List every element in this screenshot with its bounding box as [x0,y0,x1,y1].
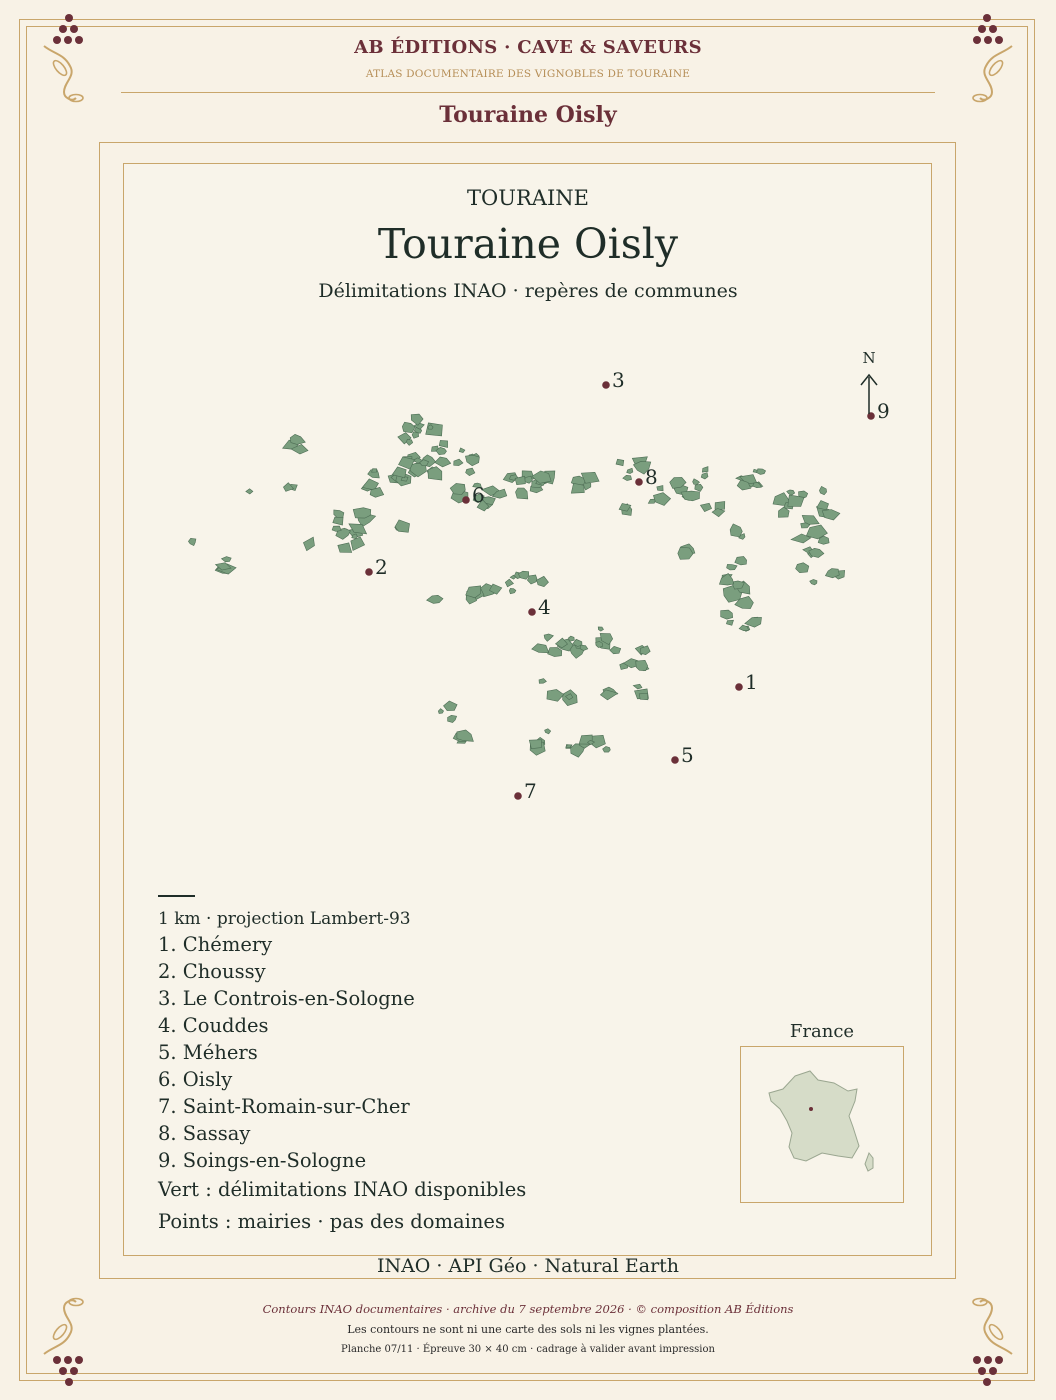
map-legend [158,895,678,1238]
commune-marker [462,496,470,504]
vineyard-parcel [712,508,725,516]
list-item: 6. Oisly [158,1068,233,1091]
vineyard-parcel [537,576,549,586]
vineyard-parcel [657,486,663,491]
inset-frame [740,1046,904,1203]
commune-marker [528,608,536,616]
vineyard-parcel [681,491,700,501]
vineyard-parcel [788,495,804,507]
vineyard-parcel [333,517,343,525]
vineyard-parcel [372,469,377,473]
vineyard-parcel [529,740,541,749]
list-item: 8. Sassay [158,1122,251,1145]
vineyard-parcel [822,510,840,521]
vineyard-parcel [427,595,443,603]
vineyard-parcel [702,467,708,473]
vineyard-parcel [721,610,733,619]
vineyard-parcel [439,440,447,447]
footer-credits: Contours INAO documentaires · archive du 7 septembre 2026 · © composition AB Éditions [262,1302,794,1316]
legend-green-note: Vert : délimitations INAO disponibles [158,1178,527,1201]
vineyard-parcel [406,439,412,445]
vineyard-parcel [527,575,537,584]
vineyard-parcel [334,510,344,517]
vineyard-parcel [603,747,611,753]
vineyard-parcel [532,644,549,653]
map-title: Touraine Oisly [377,220,679,268]
vineyard-parcel [568,636,574,641]
vineyard-parcel [466,468,475,476]
commune-markers [365,368,890,803]
vineyard-parcel [290,434,305,444]
vineyard-parcel [454,459,463,466]
vineyard-parcel [633,684,642,689]
vineyard-parcel [636,660,648,670]
inset-label: France [789,1021,855,1042]
north-label: N [862,349,876,367]
vineyard-parcel [544,634,553,641]
footer-print-info: Planche 07/11 · Épreuve 30 × 40 cm · cadrage à valider avant impression [341,1344,715,1355]
vineyard-parcel [303,537,314,551]
vineyard-parcel [465,455,479,466]
vineyard-parcel [730,524,742,537]
vineyard-parcel [188,538,196,545]
publisher-name: AB ÉDITIONS · CAVE & SAVEURS [354,37,702,58]
vineyard-parcel [745,617,762,627]
commune-marker-label: 5 [681,743,694,767]
vineyard-parcel [796,563,809,573]
list-item: 3. Le Controis-en-Sologne [158,987,415,1010]
atlas-tagline: ATLAS DOCUMENTAIRE DES VIGNOBLES DE TOURAINE [365,68,691,80]
list-item: 1. Chémery [158,933,273,956]
inao-parcels [188,414,844,757]
vineyard-parcel [695,484,703,491]
commune-marker-label: 8 [645,465,658,489]
vineyard-parcel [616,459,624,466]
vineyard-parcel [757,469,766,475]
list-item: 2. Choussy [158,960,266,983]
commune-marker [365,568,373,576]
vineyard-parcel [438,709,443,714]
vineyard-parcel [693,479,700,485]
commune-marker [602,381,610,389]
map-subtitle: Délimitations INAO · repères de communes [318,280,738,302]
vineyard-parcel [627,468,633,473]
commune-marker [635,478,643,486]
vineyard-parcel [505,579,513,587]
legend-points-note: Points : mairies · pas des domaines [158,1210,505,1233]
vineyard-parcel [338,543,352,553]
map-sources: INAO · API Géo · Natural Earth [376,1255,680,1277]
vineyard-parcel [810,579,817,585]
vineyard-parcel [283,483,293,492]
vineyard-parcel [351,537,365,551]
vineyard-parcel [787,490,795,495]
commune-marker [735,683,743,691]
list-item: 5. Méhers [158,1041,258,1064]
list-item: 4. Couddes [158,1014,269,1037]
scale-label: 1 km · projection Lambert-93 [158,909,411,929]
vineyard-parcel [715,502,725,510]
vineyard-parcel [545,729,551,734]
vineyard-parcel [726,620,733,625]
commune-marker [514,792,522,800]
vineyard-parcel [547,690,564,702]
vineyard-parcel [571,483,584,493]
map-region: TOURAINE [467,186,589,210]
list-item: 7. Saint-Romain-sur-Cher [158,1095,410,1118]
commune-marker [671,756,679,764]
sheet-title: Touraine Oisly [439,102,617,128]
vineyard-parcel [819,486,826,494]
commune-marker-label: 1 [745,670,758,694]
vineyard-parcel [727,564,738,570]
commune-marker-label: 3 [612,368,625,392]
vineyard-parcel [435,457,451,467]
commune-marker-label: 4 [538,595,551,619]
scale-bar [158,895,195,897]
vineyard-parcel [639,694,648,700]
vineyard-parcel [518,571,529,579]
footer-disclaimer: Les contours ne sont ni une carte des sols ni les vignes plantées. [347,1323,709,1336]
vineyard-parcel [598,627,603,631]
vineyard-parcel [448,715,457,722]
vineyard-parcel [700,503,711,511]
vineyard-parcel [450,483,465,494]
commune-marker-label: 9 [877,399,890,423]
vineyard-parcel [459,448,465,453]
vineyard-parcel [653,493,670,506]
commune-marker-label: 7 [524,779,537,803]
vineyard-parcel [610,646,621,654]
list-item: 9. Soings-en-Sologne [158,1149,367,1172]
vineyard-parcel [222,557,232,562]
vineyard-parcel [246,489,253,494]
commune-list [158,931,678,1174]
commune-marker-label: 2 [375,555,388,579]
vineyard-parcel [444,701,458,711]
vineyard-parcel [426,423,443,436]
commune-marker-label: 6 [472,483,485,507]
vineyard-parcel [509,588,516,593]
vineyard-parcel [548,648,562,657]
north-arrow-icon [861,375,877,414]
vineyard-parcel [353,508,371,518]
vineyard-parcel [753,469,757,472]
vineyard-parcel [516,488,528,499]
vineyard-parcel [623,475,632,480]
vineyard-parcel [735,557,747,565]
vineyard-parcel [332,526,341,531]
vineyard-parcel [402,422,415,433]
vineyard-parcel [701,473,708,479]
vineyard-parcel [539,679,546,684]
